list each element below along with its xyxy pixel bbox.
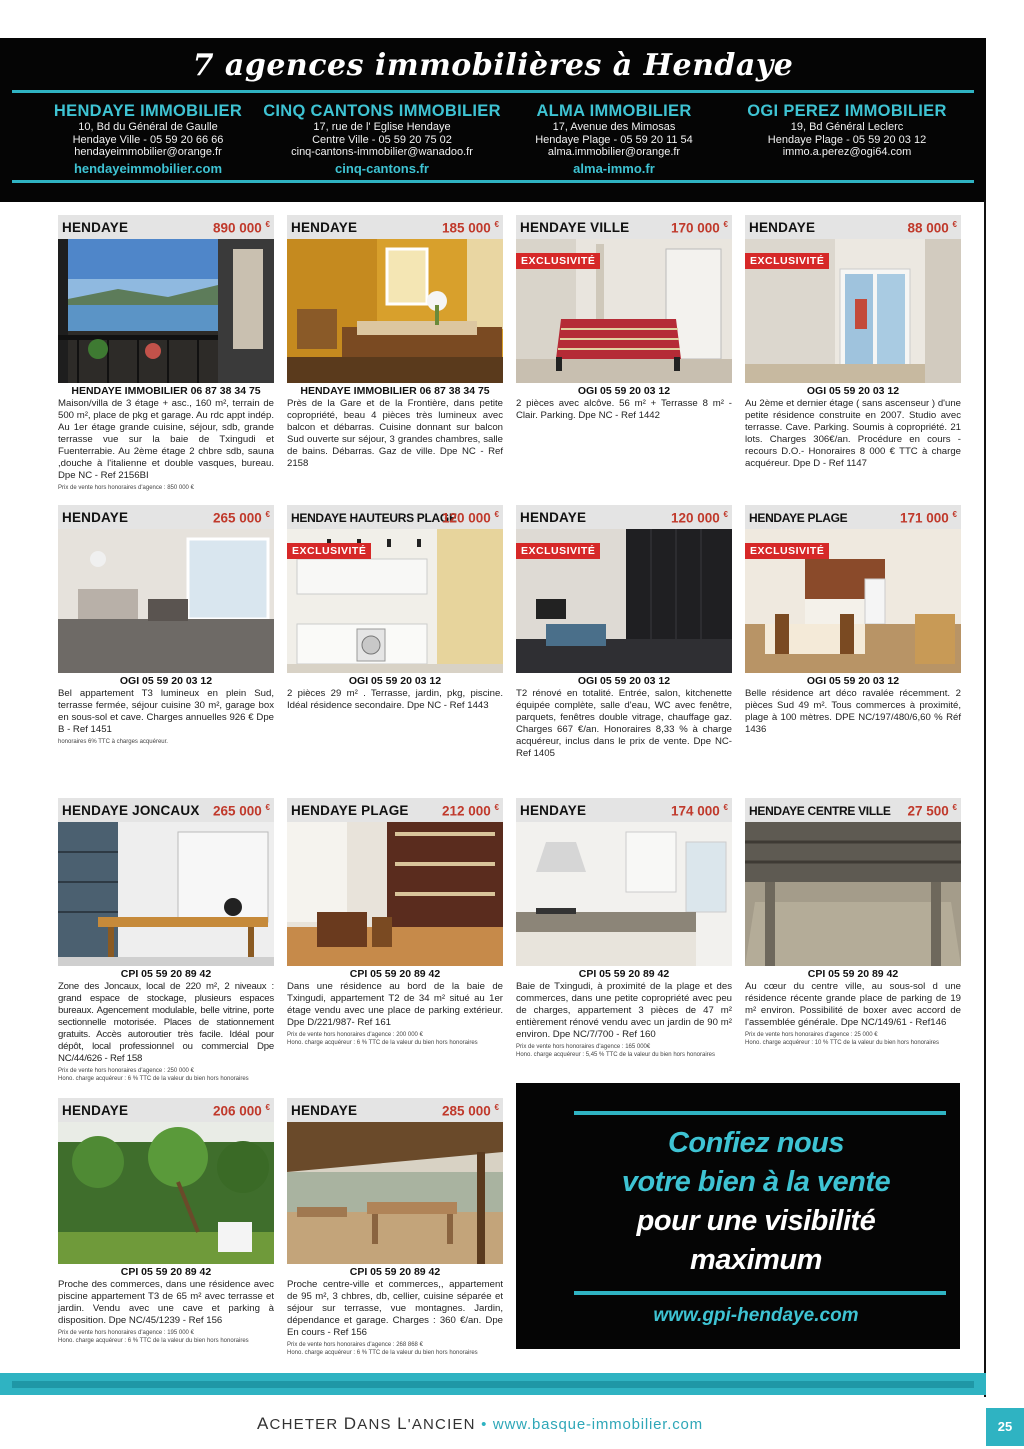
listing-header [745, 505, 961, 529]
listing-location: HENDAYE [291, 220, 358, 235]
listing-description: Maison/villa de 3 étage + asc., 160 m², terrain de 500 m², place de pkg et garage. Au rdc appt indép. Au 1er étage grande cuisine, séjour, sdb, grande terrasse vue sur la baie de Txingudi et Fuenterrabie. Au 2ème étage 2 chbre sdb, sauna ,douche à l'italienne et double vasques, bureau. Dpe NC - Ref 2156BI [58, 398, 274, 481]
listing-agent: OGI 05 59 20 03 12 [119, 675, 213, 687]
listing-location: HENDAYE [62, 1103, 129, 1118]
listing-price: 88 000 € [907, 220, 957, 236]
header-banner [0, 38, 986, 202]
agency-cinq-cantons [262, 102, 502, 176]
listing-card[interactable] [58, 798, 274, 1083]
listing-price: 174 000 € [670, 803, 728, 819]
exclusive-badge: EXCLUSIVITÉ [516, 543, 600, 559]
listing-agent: CPI 05 59 20 89 42 [120, 968, 212, 980]
agency-address: 19, Bd Général Leclerc [790, 121, 904, 133]
listing-photo-studio [745, 239, 961, 383]
listing-agent: CPI 05 59 20 89 42 [807, 968, 899, 980]
agency-phone: Hendaye Plage - 05 59 20 03 12 [767, 133, 927, 146]
listing-location: HENDAYE PLAGE [291, 803, 409, 818]
listing-photo-balcony-view [58, 239, 274, 383]
listing-fine-print: Prix de vente hors honoraires d'agence : 195 000 € [58, 1330, 194, 1336]
promo-line-3: pour une visibilité [636, 1205, 876, 1237]
listing-header [516, 215, 732, 239]
listing-location: HENDAYE [291, 1103, 358, 1118]
agency-email[interactable]: cinq-cantons-immobilier@wanadoo.fr [291, 146, 473, 158]
listing-fine-print: Prix de vente hors honoraires d'agence : 250 000 € [58, 1068, 194, 1074]
listing-price: 27 500 € [907, 803, 957, 819]
listing-photo-garden [58, 1122, 274, 1264]
listing-header [745, 798, 961, 822]
listing-price: 212 000 € [441, 803, 499, 819]
agency-website[interactable]: cinq-cantons.fr [335, 160, 429, 176]
listing-fine-print: Prix de vente hors honoraires d'agence : 165 000€ [516, 1044, 651, 1050]
listing-description: Proche des commerces, dans une résidence avec piscine appartement T3 de 65 m² avec terrasse et jardin. Vendu avec une cave et parking à disposition. Dpe NC/45/1239 - Ref 156 [58, 1279, 274, 1326]
agency-name: HENDAYE IMMOBILIER [53, 102, 243, 120]
listing-photo-kitchen [287, 529, 503, 673]
listing-location: HENDAYE JONCAUX [62, 803, 200, 818]
agency-phone: Hendaye Plage - 05 59 20 11 54 [535, 133, 693, 146]
listing-header [516, 505, 732, 529]
promo-line-4: maximum [690, 1244, 822, 1276]
footer-bullet: • [481, 1416, 488, 1433]
listing-photo-office [58, 822, 274, 966]
listing-location: HENDAYE PLAGE [749, 511, 848, 525]
page-number: 25 [986, 1408, 1024, 1446]
listing-fine-print: Prix de vente hors honoraires d'agence : 25 000 € [745, 1032, 878, 1038]
listing-description: Zone des Joncaux, local de 220 m², 2 niveaux : grand espace de stockage, plusieurs espaces bureaux. Agencement modulable, belle vitrine, porte sectionnelle motorisée. Places de stationnement gratuits. Accès autoroutier très facile. Idéal pour dépôt, local professionnel ou commercial Dpe NC/44/626 - Ref 158 [58, 981, 274, 1064]
footer-website-link[interactable]: www.basque-immobilier.com [492, 1416, 703, 1433]
listing-fine-print-fees: Hono. charge acquéreur : 5,45 % TTC de la valeur du bien hors honoraires [516, 1052, 716, 1058]
listing-description: 2 pièces avec alcôve. 56 m² + Terrasse 8 m² - Clair. Parking. Dpe NC - Ref 1442 [516, 398, 732, 421]
agency-ogi-perez [727, 102, 967, 159]
listing-location: HENDAYE CENTRE VILLE [749, 804, 891, 818]
listing-header [58, 798, 274, 822]
listing-card[interactable] [745, 215, 961, 470]
listing-header [58, 215, 274, 239]
listing-fine-print-fees: Hono. charge acquéreur : 6 % TTC de la valeur du bien hors honoraires [58, 1076, 249, 1082]
exclusive-badge: EXCLUSIVITÉ [745, 253, 829, 269]
listing-fine-print: honoraires 6% TTC à charges acquéreur. [58, 739, 168, 745]
footer-letter-d: D [343, 1414, 358, 1433]
listing-location: HENDAYE [520, 803, 587, 818]
listing-description: T2 rénové en totalité. Entrée, salon, kitchenette équipée complète, salle d'eau, WC avec fenêtre, parquets, fenêtres double vitrage, chauffage gaz. Charges 667 €/an. Honoraires 8,33 % à charge acquéreur, inclus dans le prix de vente. Dpe NC- Ref 1405 [516, 688, 732, 759]
listing-card[interactable] [287, 798, 503, 1047]
footer-letter-l: L [397, 1414, 408, 1433]
listing-header [745, 215, 961, 239]
listing-agent: OGI 05 59 20 03 12 [806, 675, 900, 687]
listing-description: Au 2ème et dernier étage ( sans ascenseur ) d'une petite résidence construite en 2007. Studio avec terrasse. Cave. Parking. Soumis à copropriété. 21 lots. Charges 306€/an. Procédure en cours - recours D.O.- Honoraires 8 000 € TTC à charge acquéreur. Dpe D - Ref 1147 [745, 398, 961, 469]
listing-price: 171 000 € [899, 510, 957, 526]
listing-price: 285 000 € [441, 1103, 499, 1119]
listing-agent: CPI 05 59 20 89 42 [349, 968, 441, 980]
agency-phone: Centre Ville - 05 59 20 75 02 [312, 133, 452, 146]
promo-website-link[interactable]: www.gpi-hendaye.com [653, 1305, 859, 1326]
agency-hendaye-immobilier [28, 102, 268, 176]
agency-address: 17, rue de l' Eglise Hendaye [313, 121, 451, 133]
listing-price: 265 000 € [212, 510, 270, 526]
listing-header [287, 215, 503, 239]
listing-card[interactable] [745, 798, 961, 1047]
listing-fine-print: Prix de vente hors honoraires d'agence : 268 868 € [287, 1342, 423, 1348]
footer-band-inner [12, 1381, 974, 1388]
agency-alma [494, 102, 734, 176]
listing-photo-dining-room [745, 529, 961, 673]
listing-description: Près de la Gare et de la Frontière, dans petite copropriété, beau 4 pièces très lumineux avec balcon et débarras. Cuisine donnant sur balcon Sud ouverte sur séjour, 3 grandes chambres, salle de bains. Débarras. Gaz de ville. Dpe NC - Ref 2158 [287, 398, 503, 469]
listing-card[interactable] [516, 798, 732, 1059]
listing-fine-print: Prix de vente hors honoraires d'agence : 850 000 € [58, 485, 194, 491]
promo-line-2: votre bien à la vente [621, 1166, 891, 1198]
listing-price: 120 000 € [441, 510, 499, 526]
listing-agent: CPI 05 59 20 89 42 [578, 968, 670, 980]
listing-agent: HENDAYE IMMOBILIER 06 87 38 34 75 [71, 385, 261, 397]
listing-header [287, 798, 503, 822]
agency-address: 17, Avenue des Mimosas [552, 121, 676, 133]
listing-price: 120 000 € [670, 510, 728, 526]
agency-email[interactable]: immo.a.perez@ogi64.com [782, 146, 912, 158]
promo-line-1: Confiez nous [667, 1127, 845, 1159]
listing-agent: CPI 05 59 20 89 42 [120, 1266, 212, 1278]
listing-price: 185 000 € [441, 220, 499, 236]
agency-website[interactable]: hendayeimmobilier.com [73, 160, 223, 176]
agency-email[interactable]: alma.immobilier@orange.fr [547, 146, 681, 158]
listing-location: HENDAYE [62, 510, 129, 525]
listing-location: HENDAYE [520, 510, 587, 525]
listing-photo-parking [745, 822, 961, 966]
header-title: 7 agences immobilières à Hendaye [192, 48, 794, 83]
listing-description: Belle résidence art déco ravalée récemment. 2 pièces Sud 49 m². Tous commerces à proximité, plage à 100 mètres. DPE NC/197/480/6,60 % Réf 1436 [745, 688, 961, 735]
agency-name: OGI PEREZ IMMOBILIER [747, 102, 947, 120]
listing-photo-living-room [287, 239, 503, 383]
header-rule-bottom [12, 180, 974, 183]
listing-description: Bel appartement T3 lumineux en plein Sud, terrasse fermée, séjour cuisine 30 m², garage box en sous-sol et cave. Charges annuelles 926 € Dpe B - Ref 1451 [58, 688, 274, 735]
listing-agent: HENDAYE IMMOBILIER 06 87 38 34 75 [300, 385, 490, 397]
listing-agent: OGI 05 59 20 03 12 [577, 675, 671, 687]
listing-photo-bookshelf [287, 822, 503, 966]
footer-slogan [257, 1414, 703, 1434]
listing-agent: OGI 05 59 20 03 12 [577, 385, 671, 397]
listing-header [58, 505, 274, 529]
listing-card[interactable] [287, 505, 503, 712]
listing-description: Proche centre-ville et commerces,, appartement de 95 m², 3 chbres, db, cellier, cuisine séparée et séjour sur terrasse, vue montagnes. Jardin, dépendance et garage. Charges : 360 €/an. Dpe En cours - Ref 156 [287, 1279, 503, 1338]
listing-photo-renovated-t2 [516, 529, 732, 673]
listing-fine-print-fees: Hono. charge acquéreur : 6 % TTC de la valeur du bien hors honoraires [287, 1040, 478, 1046]
listing-location: HENDAYE HAUTEURS PLAGE [291, 511, 457, 525]
listing-location: HENDAYE [749, 220, 816, 235]
agency-address: 10, Bd du Général de Gaulle [78, 121, 218, 133]
footer-word-ancien: 'ANCIEN [407, 1416, 476, 1433]
listing-agent: OGI 05 59 20 03 12 [348, 675, 442, 687]
listing-photo-apartment-t3 [58, 529, 274, 673]
header-rule-top [12, 90, 974, 93]
listing-card[interactable] [516, 505, 732, 760]
listing-price: 170 000 € [670, 220, 728, 236]
listing-price: 265 000 € [212, 803, 270, 819]
agency-website[interactable]: alma-immo.fr [573, 160, 655, 176]
listing-location: HENDAYE [62, 220, 129, 235]
listing-card[interactable] [745, 505, 961, 736]
promo-box[interactable] [516, 1083, 960, 1349]
listing-location: HENDAYE VILLE [520, 220, 630, 235]
listing-agent: CPI 05 59 20 89 42 [349, 1266, 441, 1278]
listing-card[interactable] [516, 215, 732, 422]
agency-name: ALMA IMMOBILIER [536, 102, 692, 120]
listing-card[interactable] [58, 1098, 274, 1345]
footer-word-dans: ANS [357, 1416, 398, 1433]
agency-email[interactable]: hendayeimmobilier@orange.fr [74, 146, 222, 158]
listing-photo-sofa [516, 239, 732, 383]
listing-header [58, 1098, 274, 1122]
promo-rule-bottom [574, 1291, 946, 1295]
listing-description: Baie de Txingudi, à proximité de la plage et des commerces, dans une petite copropriété avec peu de charges, appartement 3 pièces de 47 m² entièrement rénové vendu avec un jardin de 90 m² environ. Dpe NC/7/700 - Ref 160 [516, 981, 732, 1040]
listing-fine-print: Prix de vente hors honoraires d'agence : 200 000 € [287, 1032, 423, 1038]
exclusive-badge: EXCLUSIVITÉ [516, 253, 600, 269]
listing-header [287, 505, 503, 529]
exclusive-badge: EXCLUSIVITÉ [745, 543, 829, 559]
listing-card[interactable] [58, 215, 274, 492]
listing-photo-modern-kitchen [516, 822, 732, 966]
listing-card[interactable] [287, 1098, 503, 1357]
listing-photo-terrace [287, 1122, 503, 1264]
listing-fine-print-fees: Hono. charge acquéreur : 6 % TTC de la valeur du bien hors honoraires [58, 1338, 249, 1344]
footer-word-acheter: CHETER [269, 1416, 344, 1433]
listing-price: 206 000 € [212, 1103, 270, 1119]
listing-card[interactable] [58, 505, 274, 746]
listing-fine-print-fees: Hono. charge acquéreur : 10 % TTC de la valeur du bien hors honoraires [745, 1040, 940, 1046]
listing-agent: OGI 05 59 20 03 12 [806, 385, 900, 397]
listing-header [287, 1098, 503, 1122]
listing-description: Au cœur du centre ville, au sous-sol d une résidence récente grande place de parking de 19 m² environ. Possibilité de boxer avec accord de l'assemblée générale. Dpe NC/149/61 - Ref146 [745, 981, 961, 1028]
exclusive-badge: EXCLUSIVITÉ [287, 543, 371, 559]
agency-phone: Hendaye Ville - 05 59 20 66 66 [72, 133, 224, 146]
listing-header [516, 798, 732, 822]
listing-description: 2 pièces 29 m² . Terrasse, jardin, pkg, piscine. Idéal résidence secondaire. Dpe NC - Ref 1443 [287, 688, 503, 711]
listing-price: 890 000 € [212, 220, 270, 236]
listing-description: Dans une résidence au bord de la baie de Txingudi, appartement T2 de 34 m² situé au 1er étage vendu avec une place de parking extérieur. Dpe D/221/987- Ref 161 [287, 981, 503, 1028]
footer-letter-a: A [257, 1414, 270, 1433]
listing-fine-print-fees: Hono. charge acquéreur : 6 % TTC de la valeur du bien hors honoraires [287, 1350, 478, 1356]
promo-rule-top [574, 1111, 946, 1115]
agency-name: CINQ CANTONS IMMOBILIER [263, 102, 501, 120]
listing-card[interactable] [287, 215, 503, 470]
